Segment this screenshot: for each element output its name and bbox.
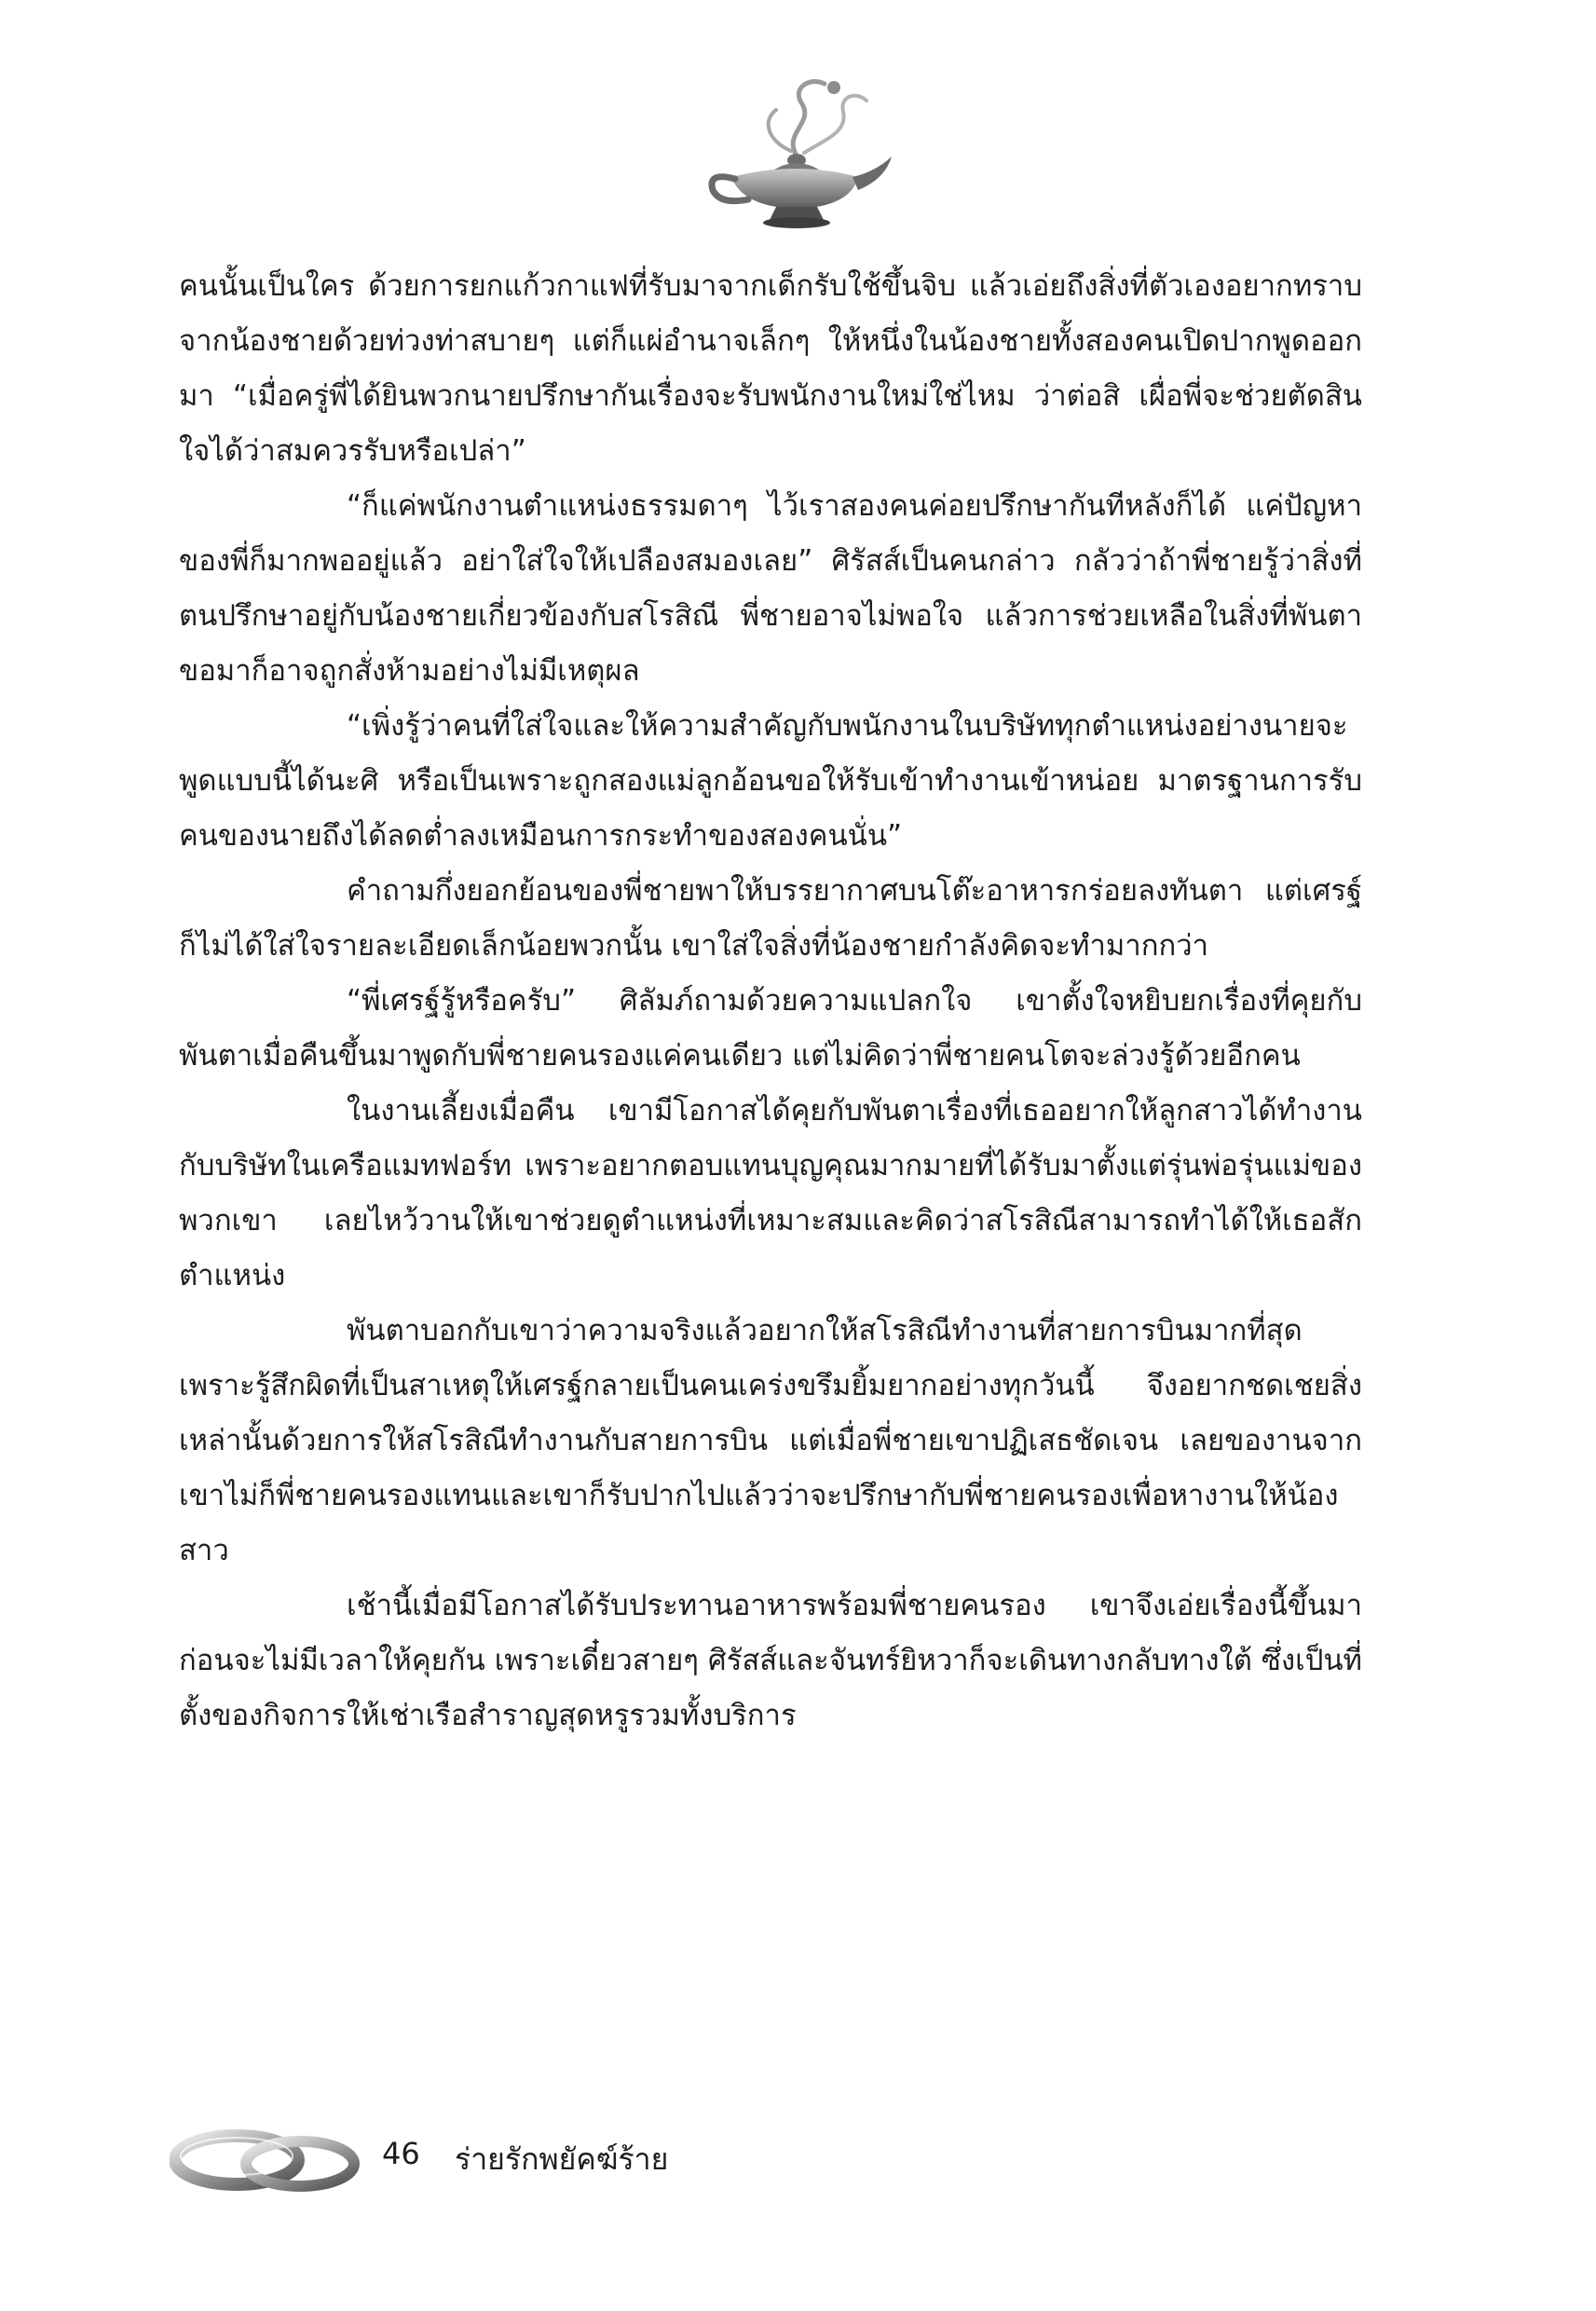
page-footer xyxy=(170,2115,1008,2199)
page-number: 46 xyxy=(382,2136,420,2171)
paragraph-5: “พี่เศรฐ์รู้หรือครับ” ศิลัมภ์ถามด้วยความแปลกใจ เขาตั้งใจหยิบยกเรื่องที่คุยกับพันตาเมื่อคืนขึ้นมาพูดกับพี่ชายคนรองแค่คนเดียว แต่ไม่คิดว่าพี่ชายคนโตจะล่วงรู้ด้วยอีกคน xyxy=(179,984,1362,1073)
book-title: ร่ายรักพยัคฆ์ร้าย xyxy=(455,2141,669,2177)
wedding-rings-icon xyxy=(170,2115,365,2199)
paragraph-4: คำถามกึ่งยอกย้อนของพี่ชายพาให้บรรยากาศบนโต๊ะอาหารกร่อยลงทันตา แต่เศรฐ์ก็ไม่ได้ใส่ใจรายละเอียดเล็กน้อยพวกนั้น เขาใส่ใจสิ่งที่น้องชายกำลังคิดจะทำมากกว่า xyxy=(179,874,1362,963)
paragraph-8: เช้านี้เมื่อมีโอกาสได้รับประทานอาหารพร้อมพี่ชายคนรอง เขาจึงเอ่ยเรื่องนี้ขึ้นมาก่อนจะไม่มีเวลาให้คุยกัน เพราะเดี๋ยวสายๆ ศิรัสส์และจันทร์ยิหวาก็จะเดินทางกลับทางใต้ ซึ่งเป็นที่ตั้งของกิจการให้เช่าเรือสำราญสุดหรูรวมทั้งบริการ xyxy=(179,1589,1362,1732)
body-text xyxy=(179,259,1362,1744)
paragraph-3: “เพิ่งรู้ว่าคนที่ใส่ใจและให้ความสำคัญกับพนักงานในบริษัททุกตำแหน่งอย่างนายจะพูดแบบนี้ได้นะศิ หรือเป็นเพราะถูกสองแม่ลูกอ้อนขอให้รับเข้าทำงานเข้าหน่อย มาตรฐานการรับคนของนายถึงได้ลดต่ำลงเหมือนการกระทำของสองคนนั่น” xyxy=(179,709,1362,853)
genie-lamp-icon xyxy=(694,67,899,235)
paragraph-2: “ก็แค่พนักงานตำแหน่งธรรมดาๆ ไว้เราสองคนค่อยปรึกษากันทีหลังก็ได้ แค่ปัญหาของพี่ก็มากพออยู่แล้ว อย่าใส่ใจให้เปลืองสมองเลย” ศิรัสส์เป็นคนกล่าว กลัวว่าถ้าพี่ชายรู้ว่าสิ่งที่ตนปรึกษาอยู่กับน้องชายเกี่ยวข้องกับสโรสิณี พี่ชายอาจไม่พอใจ แล้วการช่วยเหลือในสิ่งที่พันตาขอมาก็อาจถูกสั่งห้ามอย่างไม่มีเหตุผล xyxy=(179,489,1362,688)
paragraph-1: คนนั้นเป็นใคร ด้วยการยกแก้วกาแฟที่รับมาจากเด็กรับใช้ขึ้นจิบ แล้วเอ่ยถึงสิ่งที่ตัวเองอยากทราบจากน้องชายด้วยท่วงท่าสบายๆ แต่ก็แผ่อำนาจเล็กๆ ให้หนึ่งในน้องชายทั้งสองคนเปิดปากพูดออกมา “เมื่อครู่พี่ได้ยินพวกนายปรึกษากันเรื่องจะรับพนักงานใหม่ใช่ไหม ว่าต่อสิ เผื่อพี่จะช่วยตัดสินใจได้ว่าสมควรรับหรือเปล่า” xyxy=(179,269,1362,468)
paragraph-7: พันตาบอกกับเขาว่าความจริงแล้วอยากให้สโรสิณีทำงานที่สายการบินมากที่สุด เพราะรู้สึกผิดที่เป็นสาเหตุให้เศรฐ์กลายเป็นคนเคร่งขรึมยิ้มยากอย่างทุกวันนี้ จึงอยากชดเชยสิ่งเหล่านั้นด้วยการให้สโรสิณีทำงานกับสายการบิน แต่เมื่อพี่ชายเขาปฏิเสธชัดเจน เลยของานจากเขาไม่ก็พี่ชายคนรองแทนและเขาก็รับปากไปแล้วว่าจะปรึกษากับพี่ชายคนรองเพื่อหางานให้น้องสาว xyxy=(179,1314,1362,1567)
paragraph-6: ในงานเลี้ยงเมื่อคืน เขามีโอกาสได้คุยกับพันตาเรื่องที่เธออยากให้ลูกสาวได้ทำงานกับบริษัทในเครือแมทฟอร์ท เพราะอยากตอบแทนบุญคุณมากมายที่ได้รับมาตั้งแต่รุ่นพ่อรุ่นแม่ของพวกเขา เลยไหว้วานให้เขาช่วยดูตำแหน่งที่เหมาะสมและคิดว่าสโรสิณีสามารถทำได้ให้เธอสักตำแหน่ง xyxy=(179,1094,1362,1292)
